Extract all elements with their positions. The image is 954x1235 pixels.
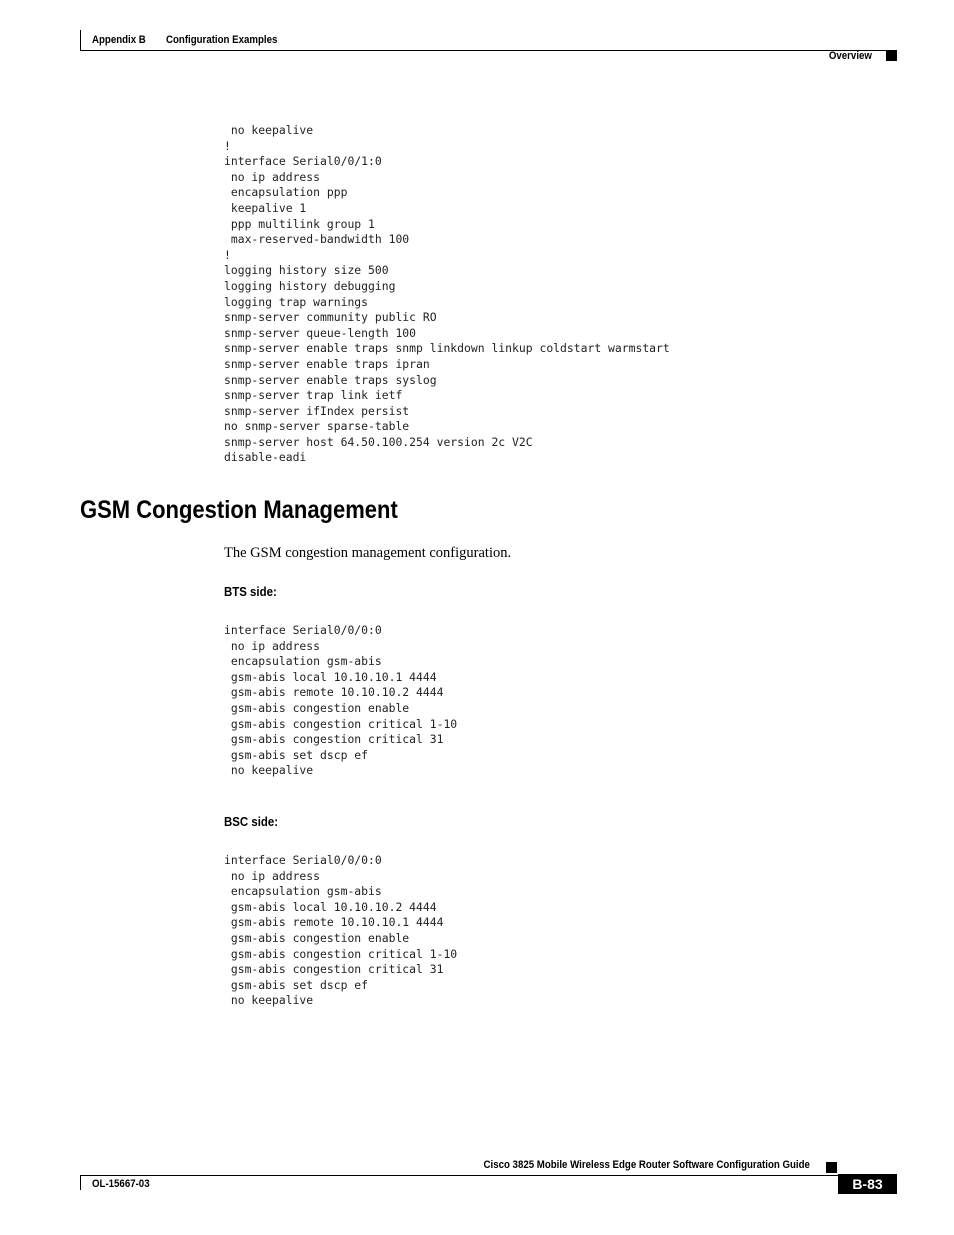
header-appendix: Appendix B — [92, 34, 146, 46]
bts-side-heading: BTS side: — [224, 584, 277, 599]
footer-guide-title: Cisco 3825 Mobile Wireless Edge Router Software Configuration Guide — [483, 1159, 810, 1171]
footer-marker — [826, 1162, 837, 1173]
section-title: GSM Congestion Management — [80, 496, 398, 524]
footer-rule — [80, 1175, 897, 1190]
section-intro: The GSM congestion management configuration. — [224, 545, 512, 561]
bts-config-code: interface Serial0/0/0:0 no ip address encapsulation gsm-abis gsm-abis local 10.10.10.1 4444 gsm-abis remote 10.10.10.2 4444 gsm-abis congestion enable gsm-abis congestion critical 1-10 gsm-abis congestion critical 31 gsm-abis set dscp ef no keepalive — [224, 623, 458, 778]
header-marker — [886, 50, 897, 61]
config-code-block: no keepalive ! interface Serial0/0/1:0 no ip address encapsulation ppp keepalive 1 ppp multilink group 1 max-reserved-bandwidth 100 ! logging history size 500 logging history debugging logging trap warnings snmp-server community public RO snmp-server queue-length 100 snmp-server enable traps snmp linkdown linkup coldstart warmstart snmp-server enable traps ipran snmp-server enable traps syslog snmp-server trap link ietf snmp-server ifIndex persist no snmp-server sparse-table snmp-server host 64.50.100.254 version 2c V2C disable-eadi — [224, 123, 670, 465]
bsc-config-code: interface Serial0/0/0:0 no ip address encapsulation gsm-abis gsm-abis local 10.10.10.2 4444 gsm-abis remote 10.10.10.1 4444 gsm-abis congestion enable gsm-abis congestion critical 1-10 gsm-abis congestion critical 31 gsm-abis set dscp ef no keepalive — [224, 853, 458, 1008]
footer-doc-number: OL-15667-03 — [92, 1178, 150, 1190]
header-chapter: Configuration Examples — [166, 34, 278, 46]
bsc-side-heading: BSC side: — [224, 814, 279, 829]
footer-page-number: B-83 — [838, 1174, 897, 1194]
header-section: Overview — [828, 50, 872, 62]
